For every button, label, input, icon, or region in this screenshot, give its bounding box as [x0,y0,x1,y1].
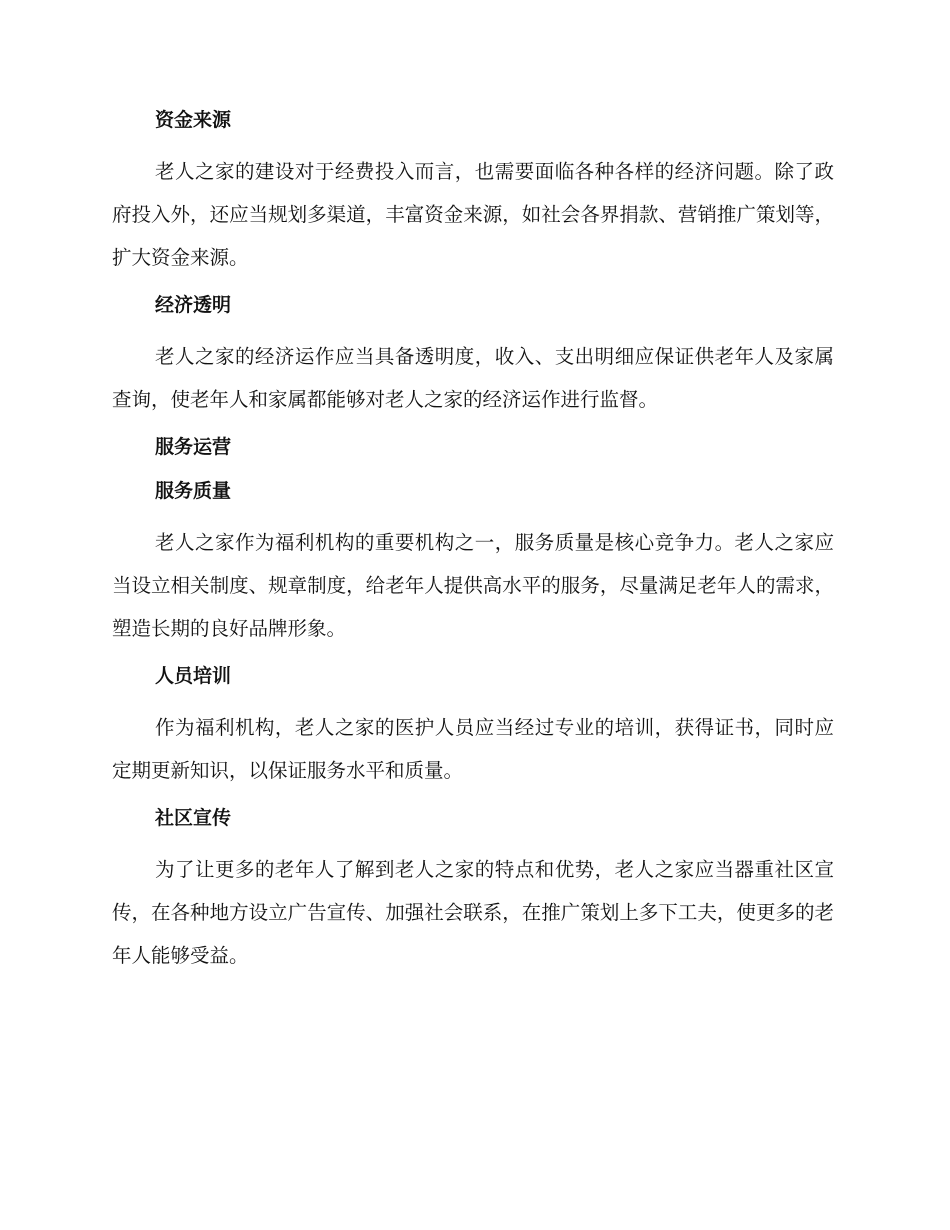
section-heading-funding-sources: 资金来源 [155,109,232,131]
section-paragraph-service-quality: 老人之家作为福利机构的重要机构之一，服务质量是核心竞争力。老人之家应当设立相关制度、规章制度，给老年人提供高水平的服务，尽量满足老年人的需求，塑造长期的良好品牌形象。 [112,531,834,640]
document-body [112,106,834,989]
section-heading-community-promotion: 社区宣传 [155,807,232,829]
section-paragraph-staff-training: 作为福利机构，老人之家的医护人员应当经过专业的培训，获得证书，同时应定期更新知识，以保证服务水平和质量。 [112,716,834,782]
section-heading-service-operation: 服务运营 [155,436,232,458]
section-paragraph-community-promotion: 为了让更多的老年人了解到老人之家的特点和优势，老人之家应当器重社区宣传，在各种地方设立广告宣传、加强社会联系，在推广策划上多下工夫，使更多的老年人能够受益。 [112,858,834,967]
section-paragraph-funding-sources: 老人之家的建设对于经费投入而言，也需要面临各种各样的经济问题。除了政府投入外，还应当规划多渠道，丰富资金来源，如社会各界捐款、营销推广策划等，扩大资金来源。 [112,160,834,269]
section-paragraph-economic-transparency: 老人之家的经济运作应当具备透明度，收入、支出明细应保证供老年人及家属查询，使老年人和家属都能够对老人之家的经济运作进行监督。 [112,345,834,411]
section-heading-economic-transparency: 经济透明 [155,294,232,316]
section-heading-staff-training: 人员培训 [155,665,232,687]
section-heading-service-quality: 服务质量 [155,480,232,502]
